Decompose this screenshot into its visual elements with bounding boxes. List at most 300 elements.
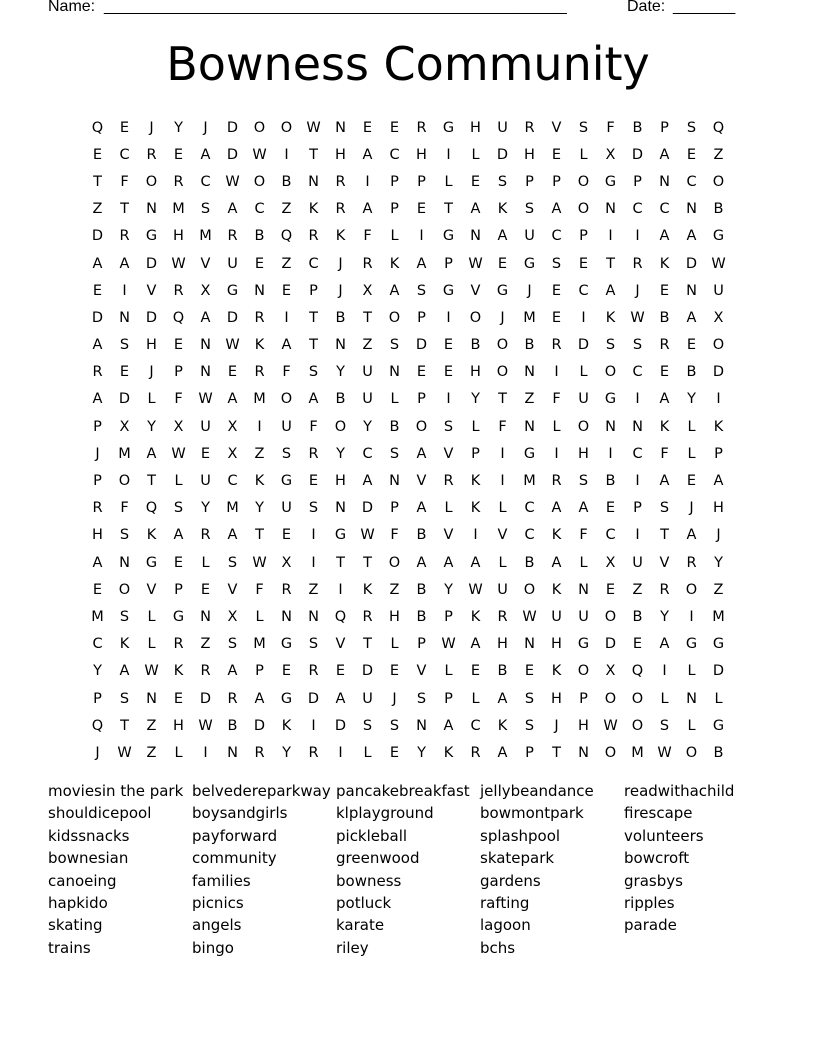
grid-letter: E: [200, 581, 211, 598]
grid-letter: R: [335, 201, 346, 218]
grid-letter: J: [338, 255, 343, 272]
grid-letter: A: [227, 663, 238, 680]
grid-row: [84, 685, 732, 712]
grid-letter: S: [119, 690, 130, 707]
grid-letter: H: [389, 608, 400, 625]
grid-letter: A: [92, 337, 103, 354]
grid-letter: I: [311, 527, 316, 544]
grid-letter: M: [118, 445, 131, 462]
grid-letter: H: [416, 146, 427, 163]
grid-letter: A: [308, 391, 319, 408]
grid-letter: D: [496, 146, 509, 163]
grid-row: [84, 549, 732, 576]
grid-letter: L: [444, 663, 453, 680]
grid-letter: B: [686, 364, 697, 381]
grid-letter: A: [713, 473, 724, 490]
grid-letter: A: [659, 473, 670, 490]
grid-letter: F: [174, 391, 183, 408]
grid-letter: S: [281, 445, 292, 462]
grid-letter: N: [605, 201, 616, 218]
grid-row: [84, 386, 732, 413]
grid-letter: H: [92, 527, 103, 544]
grid-letter: U: [551, 608, 562, 625]
grid-letter: O: [577, 663, 590, 680]
date-label: Date:: [627, 0, 666, 15]
grid-letter: E: [173, 690, 184, 707]
grid-letter: L: [471, 690, 480, 707]
grid-letter: N: [227, 744, 238, 761]
grid-letter: C: [524, 500, 535, 517]
grid-letter: A: [470, 554, 481, 571]
grid-letter: I: [500, 473, 505, 490]
grid-letter: R: [254, 744, 265, 761]
grid-letter: T: [363, 554, 372, 571]
grid-letter: S: [308, 500, 319, 517]
grid-row: [84, 114, 732, 141]
grid-letter: F: [606, 119, 615, 136]
grid-letter: V: [227, 581, 238, 598]
grid-letter: O: [604, 364, 617, 381]
grid-letter: L: [147, 608, 156, 625]
grid-letter: P: [444, 690, 453, 707]
grid-letter: G: [280, 636, 293, 653]
grid-letter: B: [713, 744, 724, 761]
grid-letter: N: [146, 690, 157, 707]
grid-letter: K: [713, 418, 724, 435]
grid-letter: L: [498, 500, 507, 517]
grid-row: [84, 168, 732, 195]
grid-letter: R: [146, 146, 157, 163]
grid-letter: O: [604, 690, 617, 707]
grid-row: [84, 440, 732, 467]
grid-letter: L: [552, 418, 561, 435]
word-item: shouldicepool: [48, 804, 152, 823]
grid-letter: U: [362, 391, 373, 408]
grid-letter: I: [446, 391, 451, 408]
grid-letter: O: [388, 309, 401, 326]
grid-letter: K: [443, 744, 454, 761]
grid-letter: K: [119, 636, 130, 653]
grid-letter: Y: [444, 581, 453, 598]
grid-letter: P: [579, 690, 588, 707]
grid-letter: H: [551, 636, 562, 653]
grid-letter: U: [227, 255, 238, 272]
grid-letter: W: [171, 255, 186, 272]
grid-letter: K: [551, 527, 562, 544]
grid-letter: B: [659, 309, 670, 326]
grid-letter: Y: [417, 744, 426, 761]
grid-letter: A: [659, 146, 670, 163]
grid-letter: M: [631, 744, 644, 761]
grid-letter: B: [254, 228, 265, 245]
grid-letter: O: [496, 364, 509, 381]
word-column: [336, 780, 480, 959]
grid-letter: D: [253, 717, 266, 734]
grid-letter: O: [253, 119, 266, 136]
grid-letter: K: [146, 527, 157, 544]
grid-letter: J: [392, 690, 397, 707]
grid-letter: D: [415, 337, 428, 354]
grid-letter: C: [659, 201, 670, 218]
grid-letter: S: [497, 173, 508, 190]
grid-letter: J: [689, 500, 694, 517]
grid-letter: R: [92, 364, 103, 381]
grid-letter: O: [577, 418, 590, 435]
grid-letter: A: [551, 201, 562, 218]
grid-letter: T: [363, 636, 372, 653]
grid-letter: Z: [254, 445, 265, 462]
grid-letter: N: [308, 608, 319, 625]
grid-letter: V: [443, 445, 454, 462]
word-item: hapkido: [48, 894, 108, 913]
word-item: rafting: [480, 894, 530, 913]
grid-letter: B: [470, 337, 481, 354]
grid-letter: M: [253, 391, 266, 408]
grid-letter: T: [309, 309, 318, 326]
grid-letter: P: [309, 282, 318, 299]
grid-letter: D: [91, 309, 104, 326]
grid-letter: Z: [281, 255, 292, 272]
grid-letter: E: [92, 282, 103, 299]
grid-letter: U: [497, 119, 508, 136]
grid-letter: D: [685, 255, 698, 272]
grid-letter: E: [443, 364, 454, 381]
grid-letter: H: [524, 146, 535, 163]
grid-letter: D: [712, 364, 725, 381]
grid-letter: L: [390, 636, 399, 653]
grid-letter: G: [523, 445, 536, 462]
grid-letter: D: [199, 690, 212, 707]
grid-letter: H: [713, 500, 724, 517]
grid-letter: W: [252, 554, 267, 571]
grid-letter: H: [335, 146, 346, 163]
grid-letter: S: [119, 337, 130, 354]
grid-letter: W: [711, 255, 726, 272]
word-item: picnics: [192, 894, 244, 913]
grid-letter: I: [284, 146, 289, 163]
grid-letter: G: [442, 282, 455, 299]
grid-letter: P: [633, 173, 642, 190]
grid-letter: I: [311, 554, 316, 571]
grid-letter: C: [470, 717, 481, 734]
word-item: grasbys: [624, 871, 683, 890]
grid-letter: P: [552, 173, 561, 190]
grid-letter: T: [120, 201, 129, 218]
grid-letter: E: [200, 445, 211, 462]
word-item: pancakebreakfast: [336, 782, 470, 800]
grid-letter: N: [578, 581, 589, 598]
grid-letter: I: [716, 391, 721, 408]
grid-letter: L: [498, 554, 507, 571]
grid-letter: E: [389, 119, 400, 136]
grid-letter: Y: [255, 500, 264, 517]
grid-letter: B: [632, 608, 643, 625]
grid-row: [84, 712, 732, 739]
grid-letter: X: [200, 282, 211, 299]
grid-letter: P: [255, 663, 264, 680]
grid-row: [84, 495, 732, 522]
grid-letter: Y: [363, 418, 372, 435]
grid-letter: V: [146, 282, 157, 299]
grid-letter: E: [416, 201, 427, 218]
grid-letter: G: [442, 119, 455, 136]
grid-letter: N: [335, 337, 346, 354]
grid-letter: T: [660, 527, 669, 544]
grid-letter: P: [660, 119, 669, 136]
grid-letter: Q: [280, 228, 293, 245]
grid-letter: A: [443, 554, 454, 571]
grid-letter: N: [146, 201, 157, 218]
grid-letter: U: [362, 690, 373, 707]
grid-letter: Y: [174, 119, 183, 136]
grid-letter: G: [604, 173, 617, 190]
grid-letter: S: [524, 690, 535, 707]
grid-letter: Z: [281, 201, 292, 218]
grid-letter: A: [92, 554, 103, 571]
grid-letter: T: [552, 744, 561, 761]
grid-letter: A: [173, 527, 184, 544]
grid-letter: W: [630, 309, 645, 326]
grid-letter: A: [416, 554, 427, 571]
grid-letter: S: [416, 690, 427, 707]
grid-letter: V: [146, 581, 157, 598]
grid-letter: Y: [147, 418, 156, 435]
grid-letter: X: [605, 146, 616, 163]
grid-letter: R: [119, 228, 130, 245]
grid-letter: E: [119, 119, 130, 136]
grid-letter: T: [363, 309, 372, 326]
grid-letter: O: [415, 418, 428, 435]
grid-letter: X: [227, 445, 238, 462]
grid-letter: H: [335, 473, 346, 490]
grid-row: [84, 141, 732, 168]
grid-letter: Y: [471, 391, 480, 408]
grid-letter: M: [523, 473, 536, 490]
grid-letter: D: [226, 146, 239, 163]
grid-letter: K: [335, 228, 346, 245]
grid-letter: V: [551, 119, 562, 136]
grid-letter: I: [311, 717, 316, 734]
grid-letter: F: [255, 581, 264, 598]
grid-row: [84, 332, 732, 359]
word-item: klplayground: [336, 804, 434, 823]
grid-letter: E: [470, 663, 481, 680]
grid-letter: P: [93, 473, 102, 490]
grid-letter: N: [524, 636, 535, 653]
grid-letter: Z: [713, 581, 724, 598]
grid-letter: K: [389, 255, 400, 272]
grid-letter: O: [118, 473, 131, 490]
grid-letter: R: [335, 173, 346, 190]
grid-letter: O: [334, 418, 347, 435]
word-column: [192, 780, 336, 959]
grid-row: [84, 223, 732, 250]
grid-letter: E: [416, 364, 427, 381]
grid-letter: U: [281, 418, 292, 435]
grid-letter: N: [119, 309, 130, 326]
grid-letter: Z: [308, 581, 319, 598]
grid-letter: X: [227, 418, 238, 435]
grid-letter: K: [497, 717, 508, 734]
grid-letter: E: [659, 282, 670, 299]
word-column: [480, 780, 624, 959]
grid-letter: E: [686, 146, 697, 163]
grid-letter: N: [659, 173, 670, 190]
grid-letter: N: [200, 364, 211, 381]
grid-letter: E: [686, 473, 697, 490]
grid-letter: S: [227, 636, 238, 653]
grid-letter: B: [632, 119, 643, 136]
grid-letter: O: [496, 337, 509, 354]
grid-letter: L: [714, 690, 723, 707]
grid-letter: A: [551, 554, 562, 571]
grid-row: [84, 631, 732, 658]
grid-letter: O: [631, 717, 644, 734]
grid-letter: K: [551, 663, 562, 680]
grid-row: [84, 277, 732, 304]
grid-letter: C: [389, 146, 400, 163]
grid-letter: J: [554, 717, 559, 734]
grid-letter: N: [308, 173, 319, 190]
grid-letter: M: [91, 608, 104, 625]
grid-letter: K: [281, 717, 292, 734]
grid-letter: I: [635, 391, 640, 408]
grid-letter: G: [604, 391, 617, 408]
grid-letter: S: [578, 119, 589, 136]
grid-letter: I: [635, 527, 640, 544]
grid-letter: N: [335, 500, 346, 517]
grid-letter: L: [390, 391, 399, 408]
grid-letter: O: [523, 581, 536, 598]
grid-letter: J: [203, 119, 208, 136]
grid-letter: H: [173, 717, 184, 734]
grid-letter: I: [473, 527, 478, 544]
grid-letter: U: [524, 228, 535, 245]
grid-letter: T: [444, 201, 453, 218]
grid-letter: C: [632, 364, 643, 381]
grid-letter: L: [174, 744, 183, 761]
grid-letter: E: [443, 337, 454, 354]
grid-letter: L: [687, 418, 696, 435]
grid-letter: L: [444, 173, 453, 190]
grid-letter: J: [338, 282, 343, 299]
grid-letter: S: [119, 527, 130, 544]
grid-letter: A: [470, 201, 481, 218]
grid-letter: E: [92, 146, 103, 163]
grid-letter: Y: [660, 608, 669, 625]
grid-letter: W: [252, 146, 267, 163]
grid-letter: P: [390, 201, 399, 218]
header-line: [48, 0, 748, 20]
grid-letter: O: [469, 309, 482, 326]
grid-letter: P: [525, 173, 534, 190]
grid-letter: T: [147, 473, 156, 490]
grid-letter: A: [416, 445, 427, 462]
grid-letter: N: [389, 364, 400, 381]
grid-letter: V: [443, 527, 454, 544]
grid-letter: K: [362, 581, 373, 598]
grid-letter: H: [173, 228, 184, 245]
grid-letter: B: [281, 173, 292, 190]
grid-letter: P: [579, 228, 588, 245]
grid-letter: T: [309, 146, 318, 163]
grid-letter: R: [254, 364, 265, 381]
grid-letter: G: [442, 228, 455, 245]
grid-letter: X: [227, 608, 238, 625]
grid-letter: W: [360, 527, 375, 544]
grid-letter: E: [497, 255, 508, 272]
grid-letter: L: [390, 228, 399, 245]
grid-letter: A: [200, 309, 211, 326]
word-list: [48, 780, 768, 959]
grid-row: [84, 359, 732, 386]
grid-letter: B: [389, 418, 400, 435]
grid-letter: I: [338, 581, 343, 598]
grid-letter: E: [470, 173, 481, 190]
grid-letter: I: [446, 146, 451, 163]
grid-letter: R: [227, 228, 238, 245]
grid-letter: V: [335, 636, 346, 653]
word-item: community: [192, 849, 277, 868]
grid-letter: E: [389, 663, 400, 680]
grid-letter: E: [686, 337, 697, 354]
grid-letter: K: [470, 473, 481, 490]
grid-letter: A: [551, 500, 562, 517]
grid-letter: Y: [336, 364, 345, 381]
grid-letter: R: [470, 744, 481, 761]
grid-letter: W: [657, 744, 672, 761]
grid-letter: G: [712, 636, 725, 653]
grid-letter: C: [686, 173, 697, 190]
grid-letter: W: [225, 173, 240, 190]
grid-letter: P: [525, 744, 534, 761]
grid-row: [84, 522, 732, 549]
word-item: pickleball: [336, 826, 408, 845]
grid-letter: U: [200, 418, 211, 435]
grid-letter: R: [200, 663, 211, 680]
word-item: angels: [192, 916, 242, 935]
grid-letter: P: [174, 364, 183, 381]
grid-letter: Q: [145, 500, 158, 517]
grid-letter: F: [363, 228, 372, 245]
grid-letter: D: [361, 500, 374, 517]
grid-letter: T: [309, 337, 318, 354]
grid-letter: A: [659, 228, 670, 245]
grid-letter: C: [578, 282, 589, 299]
grid-letter: O: [577, 201, 590, 218]
grid-letter: E: [173, 554, 184, 571]
word-item: bingo: [192, 938, 234, 957]
grid-letter: E: [173, 337, 184, 354]
grid-letter: P: [633, 500, 642, 517]
grid-letter: I: [635, 473, 640, 490]
grid-letter: K: [173, 663, 184, 680]
grid-letter: W: [441, 636, 456, 653]
grid-letter: P: [390, 173, 399, 190]
grid-letter: D: [145, 255, 158, 272]
grid-letter: G: [226, 282, 239, 299]
grid-letter: M: [253, 636, 266, 653]
grid-letter: N: [524, 364, 535, 381]
grid-letter: L: [255, 608, 264, 625]
word-item: boysandgirls: [192, 804, 288, 823]
grid-letter: G: [172, 608, 185, 625]
grid-letter: F: [120, 173, 129, 190]
grid-letter: P: [174, 581, 183, 598]
grid-letter: V: [416, 473, 427, 490]
grid-letter: P: [417, 391, 426, 408]
grid-letter: B: [227, 717, 238, 734]
